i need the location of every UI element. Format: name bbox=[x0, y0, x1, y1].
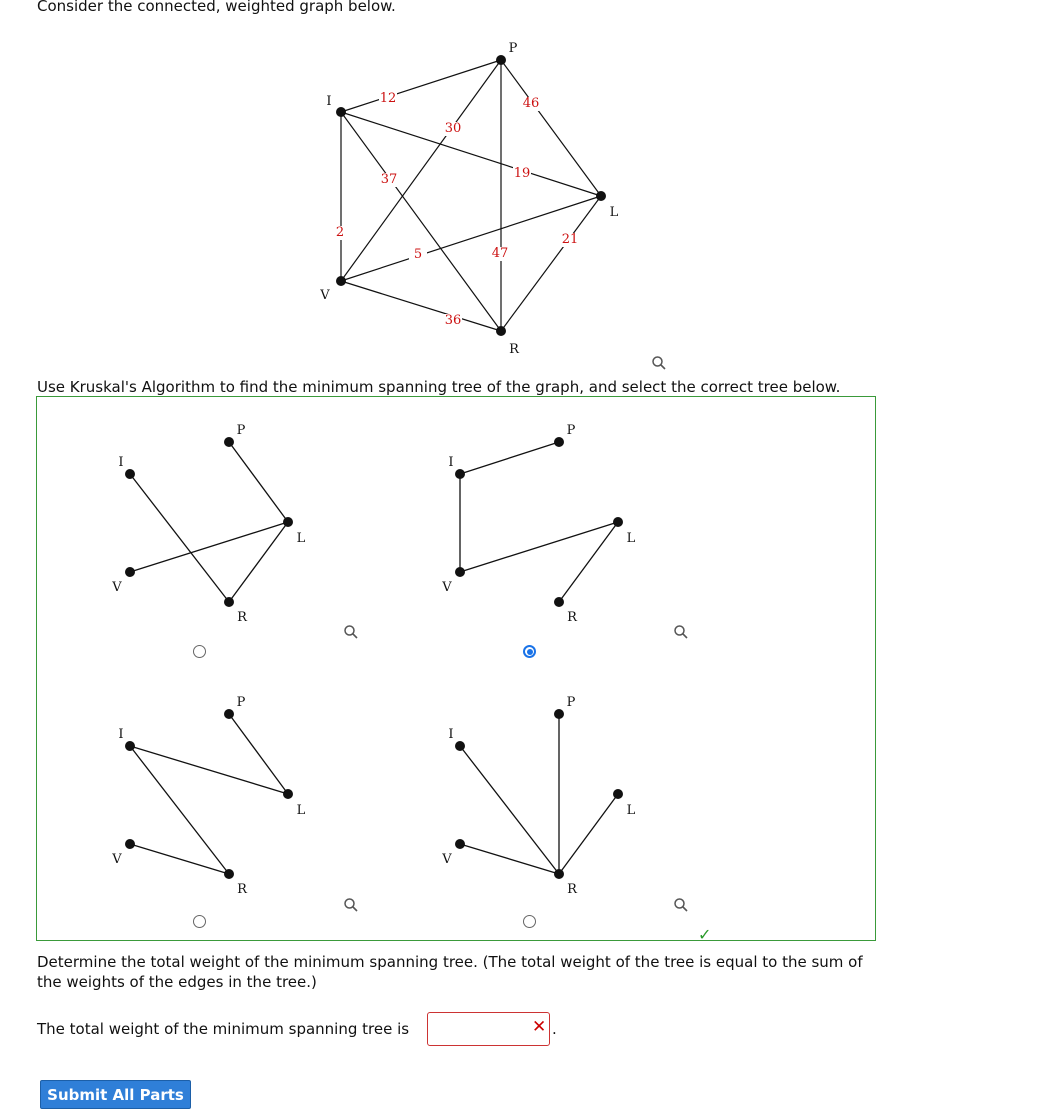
tree-node-R bbox=[554, 597, 564, 607]
option-2-radio[interactable] bbox=[523, 645, 536, 658]
tree-node-R bbox=[554, 869, 564, 879]
tree-node-label-L: L bbox=[626, 803, 636, 818]
zoom-icon[interactable] bbox=[343, 897, 359, 917]
option-3-tree bbox=[111, 695, 305, 897]
incorrect-x-icon: ✕ bbox=[532, 1017, 547, 1037]
edge-weight-label: 30 bbox=[444, 121, 462, 136]
option-4-tree bbox=[441, 695, 635, 897]
tree-node-L bbox=[283, 517, 293, 527]
zoom-icon[interactable] bbox=[673, 624, 689, 644]
tree-edge-V-R bbox=[460, 844, 559, 874]
tree-node-P bbox=[224, 437, 234, 447]
question-2-text: Determine the total weight of the minimum spanning tree. (The total weight of the tree is equal to the sum of the weights of the edges in the tree.) bbox=[37, 953, 863, 991]
tree-node-P bbox=[554, 709, 564, 719]
tree-node-R bbox=[224, 597, 234, 607]
tree-edge-V-L bbox=[130, 522, 288, 572]
tree-edge-I-R bbox=[130, 474, 229, 602]
tree-edge-I-R bbox=[460, 746, 559, 874]
submit-all-parts-button[interactable]: Submit All Parts bbox=[40, 1080, 191, 1109]
tree-edge-I-R bbox=[130, 746, 229, 874]
edge-weight-label: 47 bbox=[491, 246, 509, 261]
edge-weight-label: 21 bbox=[561, 232, 579, 247]
node-label-I: I bbox=[326, 94, 332, 109]
tree-node-label-I: I bbox=[118, 727, 124, 742]
tree-node-label-I: I bbox=[118, 455, 124, 470]
tree-node-label-I: I bbox=[448, 727, 454, 742]
question-1-text: Use Kruskal's Algorithm to find the minimum spanning tree of the graph, and select the correct tree below. bbox=[37, 378, 841, 396]
tree-node-I bbox=[125, 469, 135, 479]
tree-node-label-R: R bbox=[567, 610, 577, 625]
zoom-icon[interactable] bbox=[343, 624, 359, 644]
correct-check-icon: ✓ bbox=[698, 925, 712, 944]
tree-node-I bbox=[455, 741, 465, 751]
tree-node-L bbox=[613, 517, 623, 527]
option-2-tree bbox=[441, 423, 635, 625]
tree-node-P bbox=[554, 437, 564, 447]
tree-node-V bbox=[125, 839, 135, 849]
tree-edge-P-L bbox=[229, 442, 288, 522]
answer-suffix: . bbox=[552, 1020, 557, 1038]
tree-node-label-R: R bbox=[237, 882, 247, 897]
tree-edge-I-L bbox=[130, 746, 288, 794]
tree-node-label-R: R bbox=[237, 610, 247, 625]
answer-prompt: The total weight of the minimum spanning tree is bbox=[37, 1020, 410, 1038]
zoom-icon[interactable] bbox=[673, 897, 689, 917]
tree-node-R bbox=[224, 869, 234, 879]
tree-edge-L-R bbox=[229, 522, 288, 602]
tree-node-label-R: R bbox=[567, 882, 577, 897]
edge-weight-label: 5 bbox=[413, 247, 423, 262]
tree-node-label-V: V bbox=[112, 580, 122, 595]
tree-node-V bbox=[455, 839, 465, 849]
option-1-tree bbox=[111, 423, 305, 625]
tree-node-label-V: V bbox=[442, 852, 452, 867]
tree-node-label-L: L bbox=[296, 531, 306, 546]
tree-edge-L-R bbox=[559, 794, 618, 874]
edge-weight-label: 37 bbox=[380, 172, 398, 187]
tree-node-L bbox=[613, 789, 623, 799]
option-1-radio[interactable] bbox=[193, 645, 206, 658]
tree-edge-I-P bbox=[460, 442, 559, 474]
edge-weight-label: 2 bbox=[335, 225, 345, 240]
node-label-V: V bbox=[320, 288, 330, 303]
tree-node-label-L: L bbox=[626, 531, 636, 546]
tree-node-label-P: P bbox=[236, 423, 246, 438]
tree-node-label-P: P bbox=[566, 423, 576, 438]
edge-weight-label: 12 bbox=[379, 91, 397, 106]
option-4-radio[interactable] bbox=[523, 915, 536, 928]
node-label-P: P bbox=[508, 41, 518, 56]
node-label-L: L bbox=[609, 205, 619, 220]
tree-node-I bbox=[125, 741, 135, 751]
edge-weight-label: 46 bbox=[522, 96, 540, 111]
tree-edge-L-R bbox=[559, 522, 618, 602]
tree-node-P bbox=[224, 709, 234, 719]
tree-edge-V-L bbox=[460, 522, 618, 572]
intro-text: Consider the connected, weighted graph below. bbox=[37, 0, 396, 15]
tree-node-L bbox=[283, 789, 293, 799]
tree-node-label-L: L bbox=[296, 803, 306, 818]
edge-weight-label: 19 bbox=[513, 166, 531, 181]
tree-node-label-I: I bbox=[448, 455, 454, 470]
tree-node-label-V: V bbox=[112, 852, 122, 867]
tree-node-I bbox=[455, 469, 465, 479]
tree-node-label-P: P bbox=[236, 695, 246, 710]
tree-node-V bbox=[455, 567, 465, 577]
option-3-radio[interactable] bbox=[193, 915, 206, 928]
tree-edge-V-R bbox=[130, 844, 229, 874]
edge-weight-label: 36 bbox=[444, 313, 462, 328]
tree-node-V bbox=[125, 567, 135, 577]
tree-node-label-P: P bbox=[566, 695, 576, 710]
tree-node-label-V: V bbox=[442, 580, 452, 595]
tree-edge-P-L bbox=[229, 714, 288, 794]
node-label-R: R bbox=[509, 342, 519, 357]
